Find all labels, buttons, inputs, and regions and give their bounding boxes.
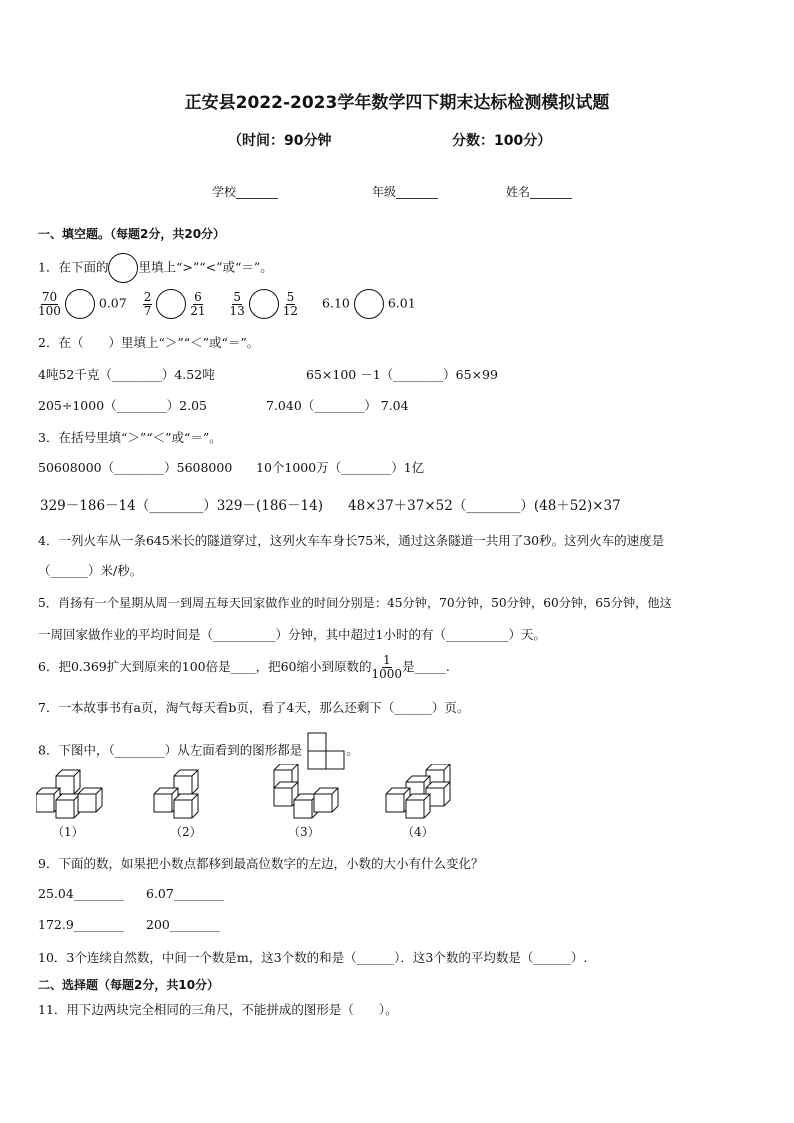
figure-3-label: （3）: [288, 825, 320, 839]
question-2-blank-3[interactable]: 205÷1000（________）2.05: [38, 398, 207, 413]
question-3-blank-1[interactable]: 50608000（________）5608000: [38, 460, 233, 475]
question-1-stem: 1．在下面的 里填上“>”“<”或“＝”。: [38, 253, 273, 283]
question-7[interactable]: 7．一本故事书有a页，淘气每天看b页，看了4天，那么还剩下（______）页。: [38, 700, 470, 715]
fraction: $\frac{6}{21}$: [190, 289, 206, 318]
fraction: $\frac{2}{7}$: [143, 289, 152, 318]
grade-field[interactable]: 年级_______: [372, 185, 439, 199]
answer-circle[interactable]: [354, 289, 384, 319]
question-11[interactable]: 11．用下边两块完全相同的三角尺，不能拼成的图形是（ ）。: [38, 1002, 398, 1017]
page-title: 正安县2022-2023学年数学四下期末达标检测模拟试题: [184, 93, 610, 113]
question-8-stem[interactable]: 8．下图中，（________）从左面看到的图形都是 。: [38, 732, 359, 770]
school-field[interactable]: 学校_______: [212, 185, 279, 199]
fraction: $\frac{70}{100}$: [38, 289, 61, 318]
question-9-blank-b[interactable]: 6.07________: [146, 886, 224, 901]
question-3-stem: 3．在括号里填“＞”“＜”或“＝”。: [38, 430, 222, 445]
fraction: $\frac{1}{1000}$: [371, 653, 403, 681]
figure-1[interactable]: [36, 770, 102, 818]
question-2-blank-2[interactable]: 65×100 －1（________）65×99: [306, 367, 498, 382]
fraction: $\frac{5}{13}$: [229, 289, 245, 318]
question-4-line-2[interactable]: （______）米/秒。: [38, 563, 143, 578]
answer-circle[interactable]: [156, 289, 186, 319]
figure-3[interactable]: [274, 764, 338, 818]
question-1-items: $\frac{70}{100}$ 0.07 $\frac{2}{7}$ $\frac{6}{21}$ $\frac{5}{13}$ $\frac{5}{12}$ 6.10 6.01: [38, 289, 416, 318]
answer-circle[interactable]: [65, 289, 95, 319]
figure-1-label: （1）: [52, 825, 84, 839]
fraction: $\frac{5}{12}$: [282, 289, 299, 318]
question-3-blank-2[interactable]: 10个1000万（________）1亿: [256, 460, 425, 475]
question-5-line-2[interactable]: 一周回家做作业的平均时间是（__________）分钟，其中超过1小时的有（__________）天。: [38, 627, 546, 642]
cube-figures: [36, 764, 456, 820]
question-9-stem: 9．下面的数，如果把小数点都移到最高位数字的左边，小数的大小有什么变化？: [38, 856, 484, 871]
figure-4[interactable]: [386, 764, 450, 818]
question-4-line-1: 4．一列火车从一条645米长的隧道穿过，这列火车车身长75米，通过这条隧道一共用了30秒。这列火车的速度是: [38, 533, 665, 548]
question-9-blank-d[interactable]: 200________: [146, 917, 220, 932]
name-field[interactable]: 姓名_______: [506, 185, 573, 199]
question-9-blank-c[interactable]: 172.9________: [38, 917, 124, 932]
question-10[interactable]: 10．3个连续自然数，中间一个数是m，这3个数的和是（______）．这3个数的平均数是（______）.: [38, 950, 588, 965]
figure-4-label: （4）: [402, 825, 434, 839]
section-1-heading: 一、填空题。（每题2分，共20分）: [38, 227, 226, 241]
exam-time: （时间：90分钟: [228, 133, 332, 149]
compare-circle-icon: [108, 253, 138, 283]
answer-circle[interactable]: [249, 289, 279, 319]
question-3-blank-4[interactable]: 48×37＋37×52（________）(48＋52)×37: [348, 498, 621, 514]
question-2-blank-4[interactable]: 7.040（________） 7.04: [266, 398, 409, 413]
figure-2[interactable]: [154, 770, 198, 818]
section-2-heading: 二、选择题（每题2分，共10分）: [38, 978, 220, 992]
figure-2-label: （2）: [170, 825, 202, 839]
question-3-blank-3[interactable]: 329－186－14（________）329－(186－14): [40, 498, 323, 514]
exam-score: 分数：100分）: [452, 133, 552, 149]
question-2-stem: 2．在（ ）里填上“＞”“＜”或“＝”。: [38, 335, 260, 350]
question-9-blank-a[interactable]: 25.04________: [38, 886, 124, 901]
question-2-blank-1[interactable]: 4吨52千克（________）4.52吨: [38, 367, 215, 382]
question-6[interactable]: 6．把0.369扩大到原来的100倍是____，把60缩小到原数的 $\frac{1}{1000}$ 是_____.: [38, 653, 450, 681]
question-5-line-1: 5．肖扬有一个星期从周一到周五每天回家做作业的时间分别是：45分钟，70分钟，50分钟，60分钟，65分钟，他这: [38, 596, 672, 610]
